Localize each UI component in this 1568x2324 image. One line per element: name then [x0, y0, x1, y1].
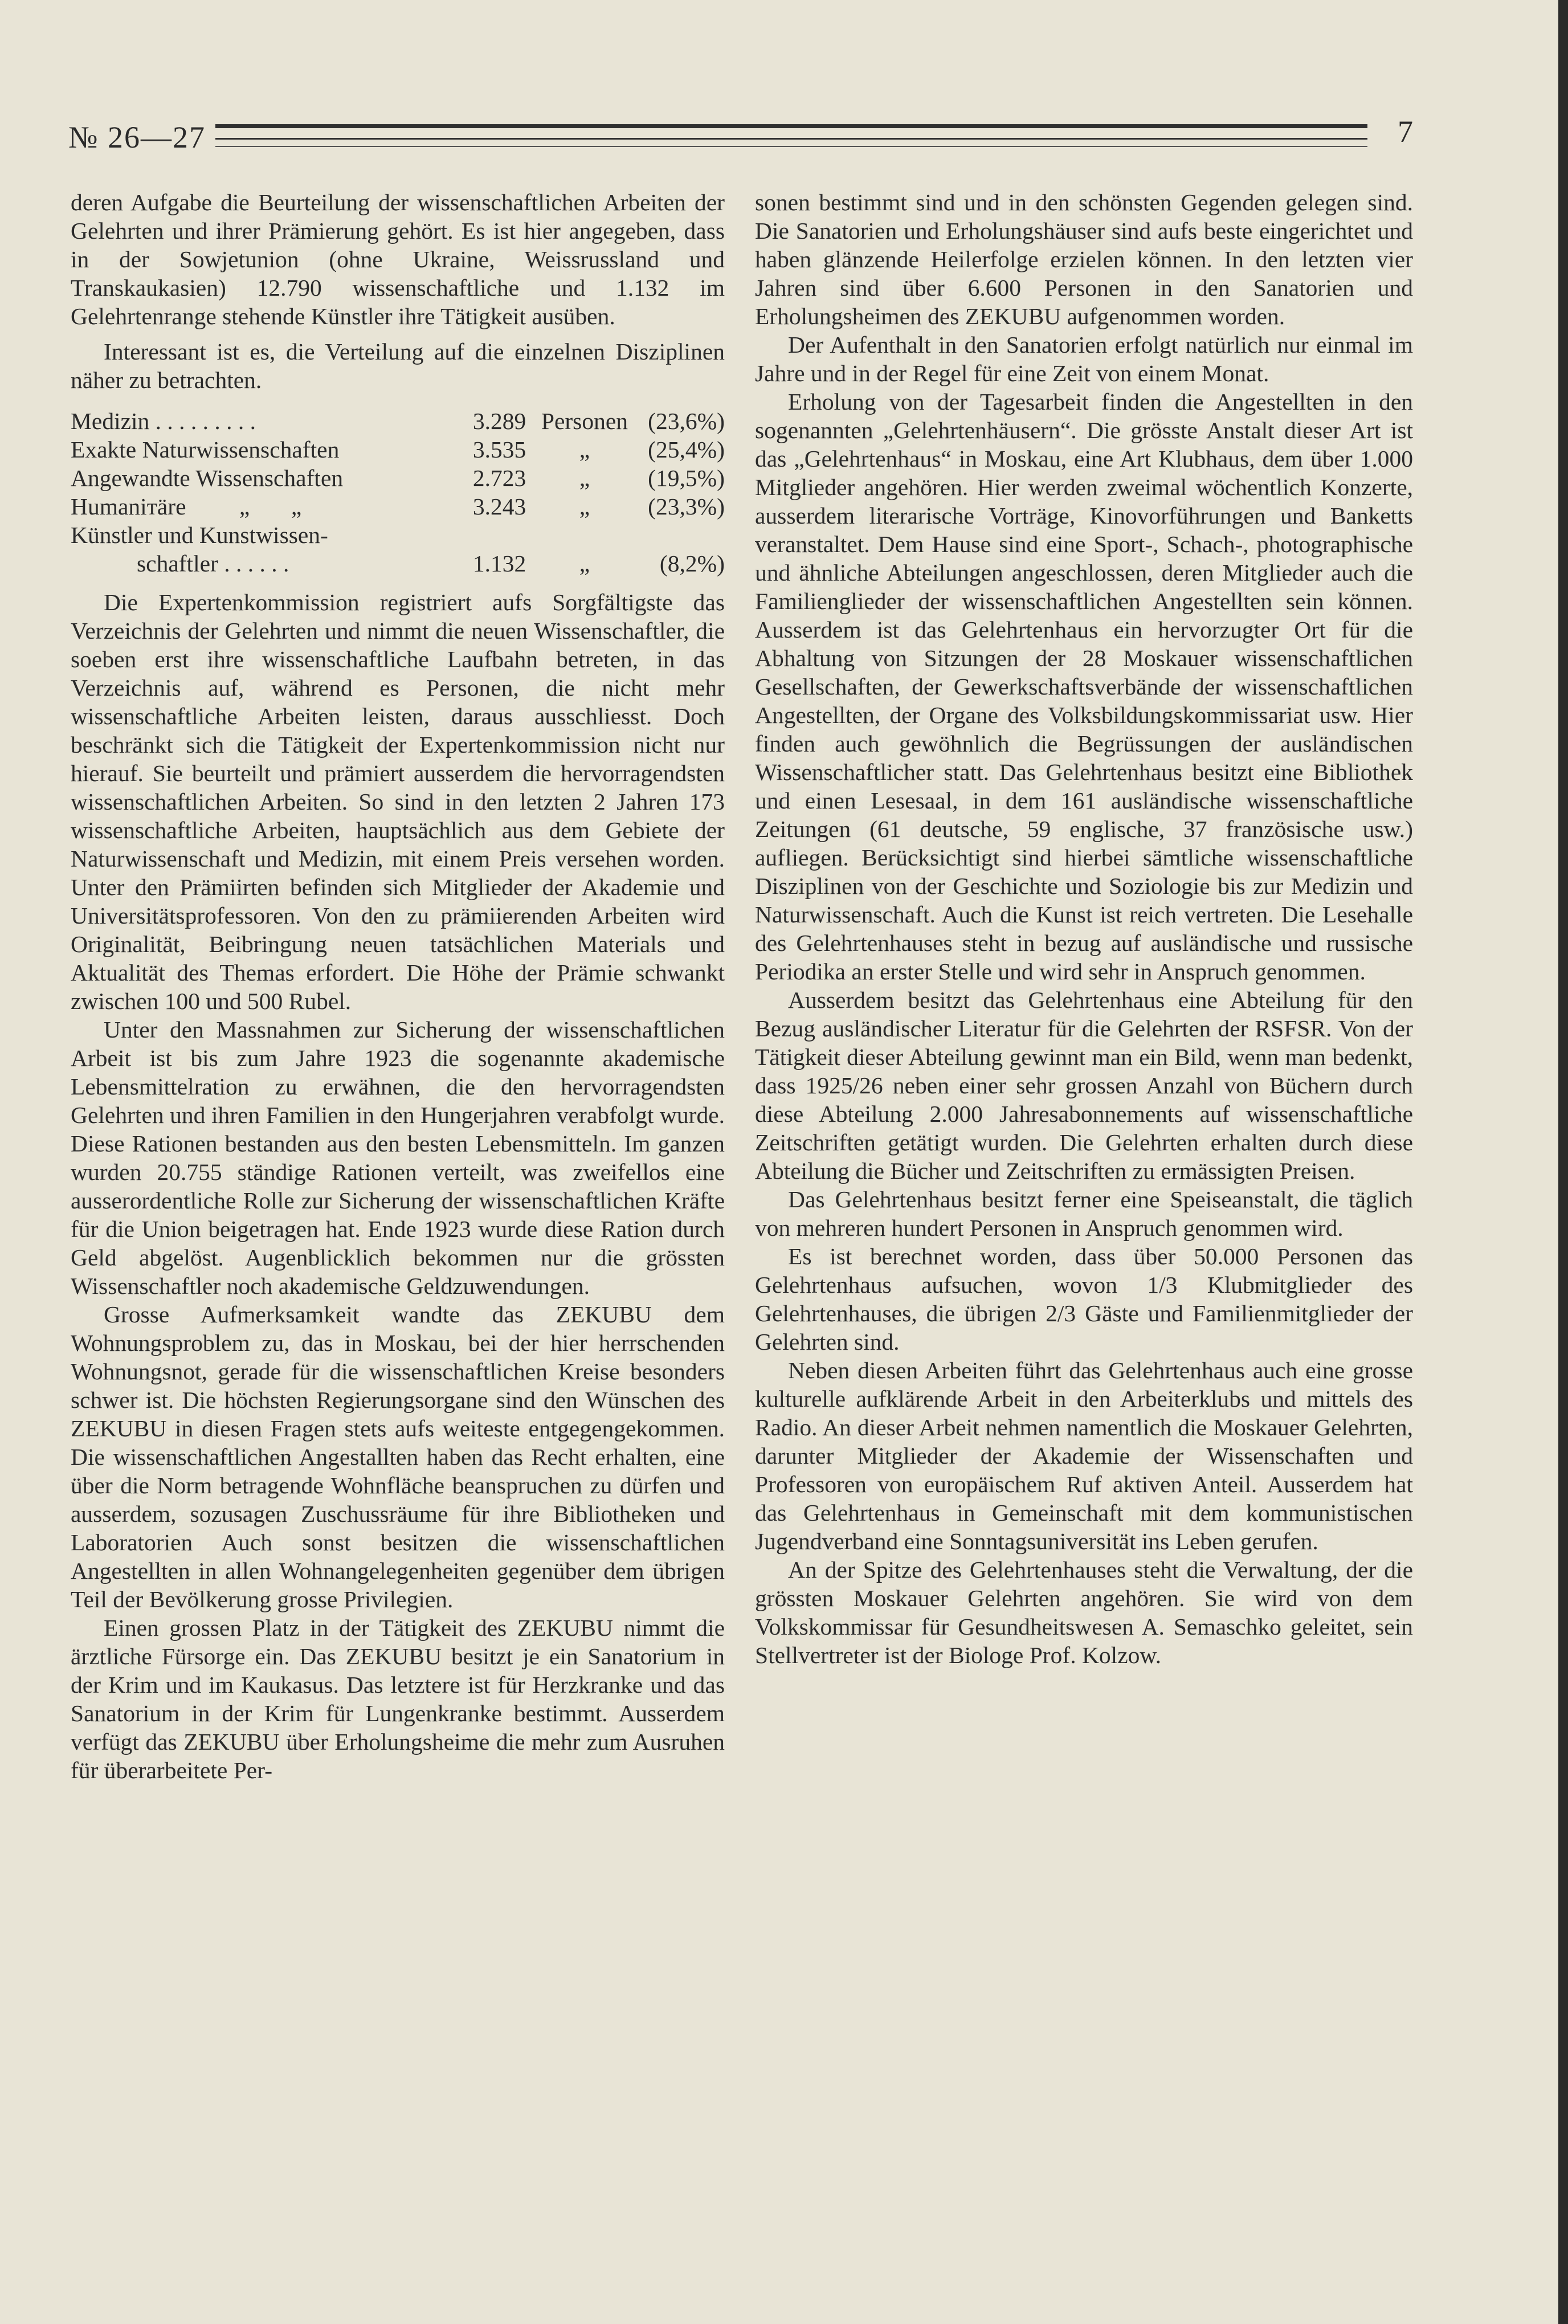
paragraph: Neben diesen Arbeiten führt das Gelehrtenhaus auch eine grosse kulturelle aufklärende Arbeit in den Arbeiterklubs und mittels des Radio. An dieser Arbeit nehmen namentlich die Moskauer Gelehrten, darunter Mitglieder der Akademie der Wissenschaften und Professoren von europäischem Ruf aktiven Anteil. Ausserdem hat das Gelehrtenhaus in Gemeinschaft mit dem kommunistischen Jugendverband eine Sonntagsuniversität ins Leben gerufen. [755, 1357, 1413, 1554]
paragraph: Grosse Aufmerksamkeit wandte das ZEKUBU dem Wohnungsproblem zu, das in Moskau, bei der hier herrschenden Wohnungsnot, gerade für die wissenschaftlichen Kreise besonders schwer ist. Die höchsten Regierungsorgane sind den Wünschen des ZEKUBU in diesen Fragen stets aufs weiteste entgegengekommen. Die wissenschaftlichen Angestallten haben das Recht erhalten, eine über die Norm betragende Wohnfläche beanspruchen zu dürfen und ausserdem, sozusagen Zuschussräume für ihre Bibliotheken und Laboratorien Auch sonst besitzen die wissenschaftlichen Angestellten in allen Wohnangelegenheiten gegenüber dem übrigen Teil der Bevölkerung grosse Privilegien. [71, 1301, 725, 1612]
table-row [71, 435, 725, 464]
table-cell: „ [579, 436, 590, 463]
table-cell: Personen [541, 408, 628, 434]
table-cell: „ [579, 550, 590, 577]
paragraph: Ausserdem besitzt das Gelehrtenhaus eine Abteilung für den Bezug ausländischer Literatur für die Gelehrten der RSFSR. Von der Tätigkeit dieser Abteilung gewinnt man ein Bild, wenn man bedenkt, dass 1925/26 neben einer sehr grossen Anzahl von Büchern durch diese Abteilung 2.000 Jahresabonnements auf wissenschaftliche Zeitschriften getätigt wurden. Die Gelehrten erhalten durch diese Abteilung die Bücher und Zeitschriften zu ermässigten Preisen. [755, 987, 1413, 1184]
scan-edge [1558, 0, 1568, 2324]
table-cell: (8,2%) [659, 550, 725, 577]
table-row [71, 492, 725, 521]
table-cell: Exakte Naturwissenschaften [71, 436, 340, 463]
paragraph: Es ist berechnet worden, dass über 50.000 Personen das Gelehrtenhaus aufsuchen, wovon 1/3 Klubmitglieder des Gelehrtenhauses, die übrigen 2/3 Gäste und Familienmitglieder der Gelehrten sind. [755, 1243, 1413, 1355]
right-column [755, 188, 1413, 1669]
paragraph: Erholung von der Tagesarbeit finden die Angestellten in den sogenannten „Gelehrtenhäusern“. Die grösste Anstalt dieser Art ist das „Gelehrtenhaus“ in Moskau, eine Art Klubhaus, dem über 1.000 Mitglieder angehören. Hier werden zweimal wöchentlich Konzerte, ausserdem literarische Vorträge, Kinovorführungen und Banketts veranstaltet. Dem Hause sind eine Sport-, Schach-, photographische und ähnliche Abteilungen angeschlossen, deren Mitglieder auch die Familienglieder der wissenschaftlichen Angestellten sein können. Ausserdem ist das Gelehrtenhaus ein hervorzugter Ort für die Abhaltung von Sitzungen der 28 Moskauer wissenschaftlichen Gesellschaften, der Gewerkschaftsverbände der wissenschaftlichen Angestellten, der Organe des Volksbildungskommissariat usw. Hier finden auch gewöhnlich die Begrüssungen der ausländischen Wissenschaftlicher statt. Das Gelehrtenhaus besitzt eine Bibliothek und einen Lesesaal, in dem 161 ausländische wissenschaftliche Zeitungen (61 deutsche, 59 englische, 37 französische usw.) aufliegen. Berücksichtigt sind hierbei sämtliche wissenschaftliche Disziplinen von der Geschichte und Soziologie bis zur Medizin und Naturwissenschaft. Auch die Kunst ist reich vertreten. Die Lesehalle des Gelehrtenhauses steht in bezug auf ausländische und russische Periodika an erster Stelle und wird sehr in Anspruch genommen. [755, 389, 1413, 985]
table-cell: „ [579, 493, 590, 520]
paragraph: sonen bestimmt sind und in den schönsten Gegenden gelegen sind. Die Sanatorien und Erholungshäuser sind aufs beste eingerichtet und haben glänzende Heilerfolge erzielen können. In den letzten vier Jahren sind über 6.600 Personen in den Sanatorien und Erholungsheimen des ZEKUBU aufgenommen worden. [755, 189, 1413, 329]
table-cell: (25,4%) [648, 436, 725, 463]
table-cell: schaftler . . . . . . [137, 550, 289, 577]
table-cell: 3.289 [472, 408, 526, 434]
page-header [68, 114, 1413, 160]
table-cell: Humaniтäre „ „ [71, 493, 302, 520]
table-cell: 3.535 [472, 436, 526, 463]
table-row [71, 407, 725, 435]
discipline-table [71, 407, 725, 578]
table-cell: (23,3%) [648, 493, 725, 520]
header-rule [215, 146, 1367, 147]
paragraph: Die Expertenkommission registriert aufs Sorgfältigste das Verzeichnis der Gelehrten und nimmt die neuen Wissenschaftler, die soeben erst ihre wissenschaftliche Laufbahn betreten, in das Verzeichnis auf, während es Personen, die nicht mehr wissenschaftliche Arbeiten leisten, daraus ausschliesst. Doch beschränkt sich die Tätigkeit der Expertenkommission nicht nur hierauf. Sie beurteilt und prämiert ausserdem die hervorragendsten wissenschaftlichen Arbeiten. So sind in den letzten 2 Jahren 173 wissenschaftliche Arbeiten, hauptsächlich aus dem Gebiete der Naturwissenschaft und Medizin, mit einem Preis versehen worden. Unter den Prämiirten befinden sich Mitglieder der Akademie und Universitätsprofessoren. Von den zu prämiierenden Arbeiten wird Originalität, Beibringung neuen tatsächlichen Materials und Aktualität des Themas erfordert. Die Höhe der Prämie schwankt zwischen 100 und 500 Rubel. [71, 589, 725, 1014]
paragraph: Einen grossen Platz in der Tätigkeit des ZEKUBU nimmt die ärztliche Fürsorge ein. Das ZEKUBU besitzt je ein Sanatorium in der Krim und im Kaukasus. Das letztere ist für Herzkranke und das Sanatorium in der Krim für Lungenkranke bestimmt. Ausserdem verfügt das ZEKUBU über Erholungsheime die mehr zum Ausruhen für überarbeitete Per- [71, 1615, 725, 1783]
paragraph: Das Gelehrtenhaus besitzt ferner eine Speiseanstalt, die täglich von mehreren hundert Personen in Anspruch genommen wird. [755, 1186, 1413, 1241]
table-row [71, 549, 725, 578]
table-cell: Medizin . . . . . . . . . [71, 408, 256, 434]
header-rule [215, 124, 1367, 128]
table-cell: 1.132 [472, 550, 526, 577]
paragraph: Interessant ist es, die Verteilung auf die einzelnen Disziplinen näher zu betrachten. [71, 338, 725, 393]
paragraph: Unter den Massnahmen zur Sicherung der wissenschaftlichen Arbeit ist bis zum Jahre 1923 die sogenannte akademische Lebensmittelration zu erwähnen, die den hervorragendsten Gelehrten und ihren Familien in den Hungerjahren verabfolgt wurde. Diese Rationen bestanden aus den besten Lebensmitteln. Im ganzen wurden 20.755 ständige Rationen verteilt, was zweifellos eine ausserordentliche Rolle zur Sicherung der wissenschaftlichen Kräfte für die Union beigetragen hat. Ende 1923 wurde diese Ration durch Geld abgelöst. Augenblicklich bekommen nur die grössten Wissenschaftler noch akademische Geldzuwendungen. [71, 1016, 725, 1299]
table-cell: 3.243 [472, 493, 526, 520]
paragraph: Der Aufenthalt in den Sanatorien erfolgt natürlich nur einmal im Jahre und in der Regel für eine Zeit von einem Monat. [755, 332, 1413, 386]
page-number: 7 [1398, 115, 1413, 149]
table-cell: 2.723 [472, 465, 526, 491]
left-column [71, 188, 725, 1784]
issue-number: № 26—27 [68, 120, 206, 154]
table-cell: Künstler und Kunstwissen- [71, 522, 328, 548]
table-row [71, 464, 725, 492]
header-rule [215, 138, 1367, 140]
table-cell: Angewandte Wissenschaften [71, 465, 344, 491]
paragraph: deren Aufgabe die Beurteilung der wissenschaftlichen Arbeiten der Gelehrten und ihrer Prämierung gehört. Es ist hier angegeben, dass in der Sowjetunion (ohne Ukraine, Weissrussland und Transkaukasien) 12.790 wissenschaftliche und 1.132 im Gelehrtenrange stehende Künstler ihre Tätigkeit ausüben. [71, 189, 725, 329]
table-cell: (23,6%) [648, 408, 725, 434]
table-cell: „ [579, 465, 590, 491]
paragraph: An der Spitze des Gelehrtenhauses steht die Verwaltung, der die grössten Moskauer Gelehrten angehören. Sie wird von dem Volkskommissar für Gesundheitswesen A. Semaschko geleitet, sein Stellvertreter ist der Biologe Prof. Kolzow. [755, 1557, 1413, 1668]
table-cell: (19,5%) [648, 465, 725, 491]
table-row [71, 521, 725, 549]
